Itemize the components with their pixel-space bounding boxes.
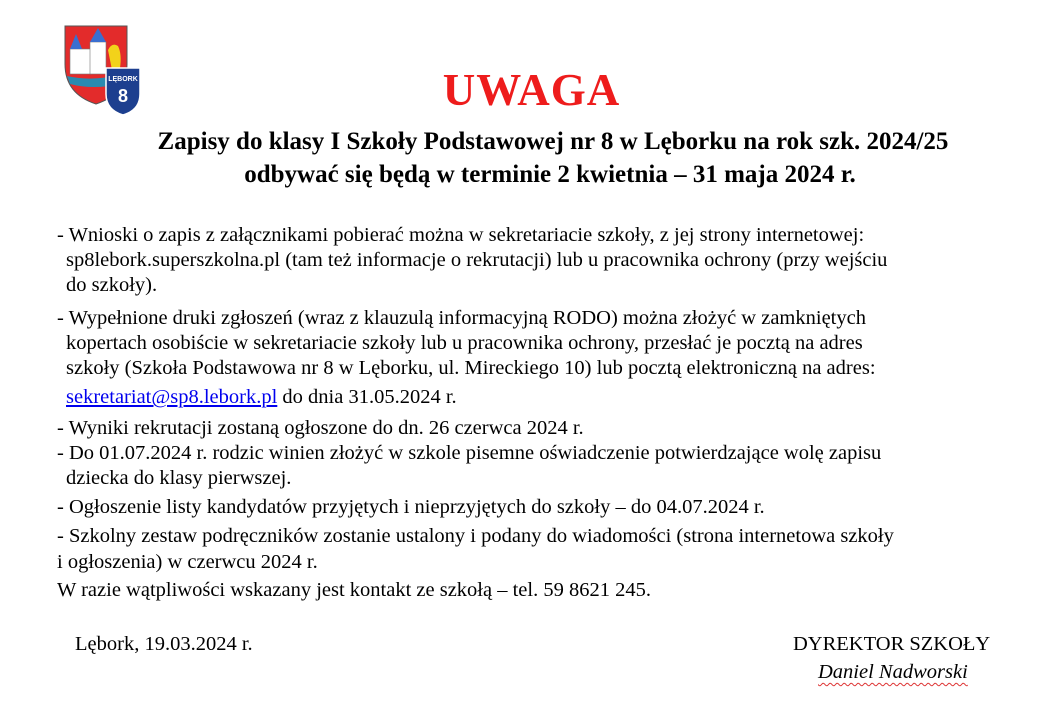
item-3-line-1: - Wyniki rekrutacji zostaną ogłoszone do dn. 26 czerwca 2024 r. (57, 417, 584, 439)
item-6-line-2: i ogłoszenia) w czerwcu 2024 r. (57, 551, 318, 573)
signature-name: Daniel Nadworski (818, 661, 968, 683)
notice-title: UWAGA (442, 65, 621, 115)
place-date: Lębork, 19.03.2024 r. (75, 633, 253, 655)
item-2-line-4 (66, 385, 457, 409)
item-4-line-1: - Do 01.07.2024 r. rodzic winien złożyć w szkole pisemne oświadczenie potwierdzające wolę zapisu (57, 442, 882, 464)
contact-line: W razie wątpliwości wskazany jest kontakt ze szkołą – tel. 59 8621 245. (57, 579, 651, 601)
signature-role: DYREKTOR SZKOŁY (793, 633, 991, 655)
email-link[interactable]: sekretariat@sp8.lebork.pl (66, 386, 278, 408)
item-2-line-2: kopertach osobiście w sekretariacie szkoły lub u pracownika ochrony, przesłać je pocztą na adres (66, 332, 863, 354)
item-1-line-3: do szkoły). (66, 274, 158, 296)
item-4-line-2: dziecka do klasy pierwszej. (66, 467, 292, 489)
item-6-line-1: - Szkolny zestaw podręczników zostanie ustalony i podany do wiadomości (strona internetowa szkoły (57, 525, 894, 547)
item-2-line-1: - Wypełnione druki zgłoszeń (wraz z klauzulą informacyjną RODO) można złożyć w zamkniętych (57, 307, 866, 329)
svg-text:8: 8 (117, 86, 129, 106)
svg-text:LĘBORK: LĘBORK (108, 76, 138, 83)
item-2-line-3: szkoły (Szkoła Podstawowa nr 8 w Lęborku, ul. Mireckiego 10) lub pocztą elektroniczną na adres: (66, 357, 876, 379)
heading-line-2: odbywać się będą w terminie 2 kwietnia – 31 maja 2024 r. (244, 161, 856, 188)
deadline-text: do dnia 31.05.2024 r. (277, 386, 457, 408)
item-1-line-1: - Wnioski o zapis z załącznikami pobierać można w sekretariacie szkoły, z jej strony internetowej: (57, 224, 865, 246)
heading-line-1: Zapisy do klasy I Szkoły Podstawowej nr 8 w Lęborku na rok szk. 2024/25 (157, 128, 949, 155)
item-5-line-1: - Ogłoszenie listy kandydatów przyjętych i nieprzyjętych do szkoły – do 04.07.2024 r. (57, 496, 765, 518)
item-1-line-2: sp8lebork.superszkolna.pl (tam też informacje o rekrutacji) lub u pracownika ochrony (przy wejściu (66, 249, 888, 271)
